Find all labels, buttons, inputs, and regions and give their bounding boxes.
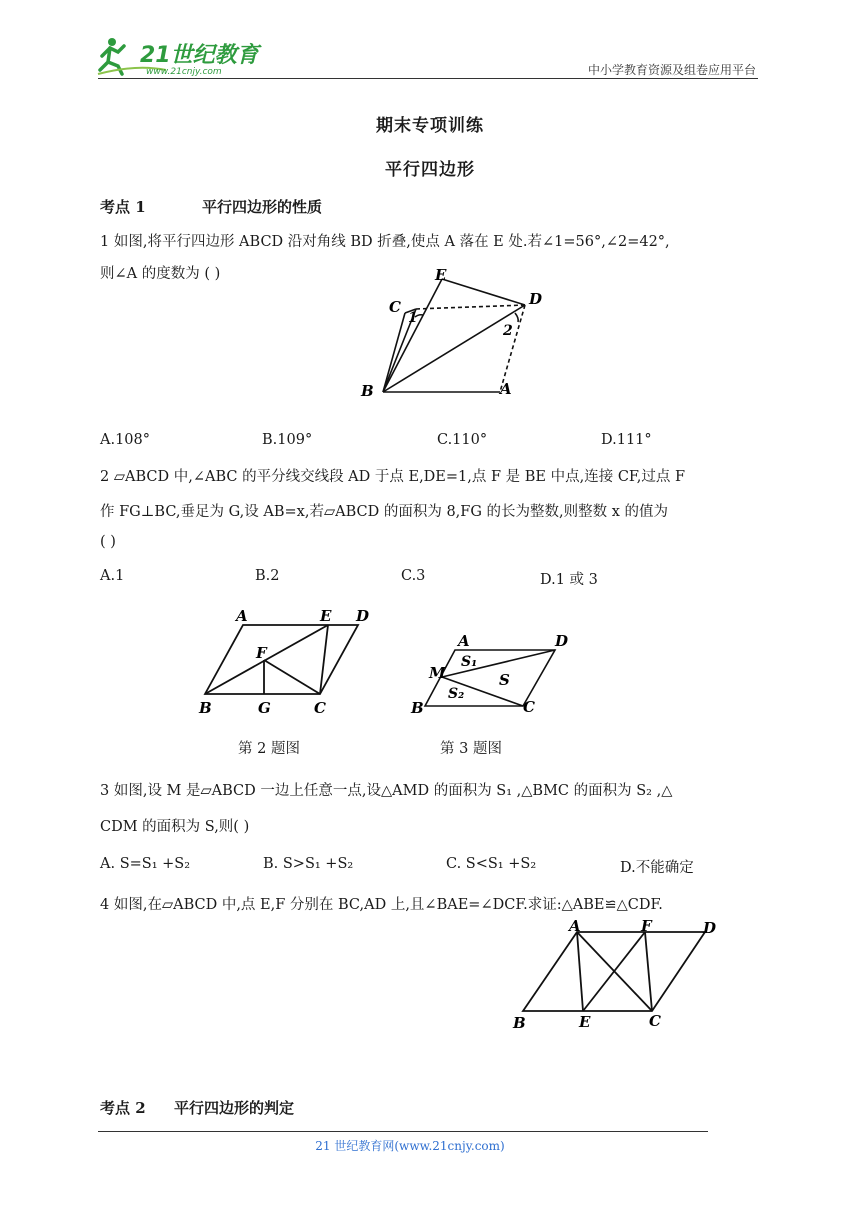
q2-option-a: A.1: [100, 568, 125, 584]
q2-option-d: D.1 或 3: [540, 572, 598, 588]
fig2-label-a: A: [236, 607, 248, 625]
q3-option-d: D.不能确定: [620, 860, 694, 876]
footer-divider: [98, 1131, 708, 1132]
section-heading-1: [100, 196, 322, 217]
fig3-label-b: B: [411, 699, 424, 717]
figure-2-caption: 第 2 题图: [238, 741, 300, 757]
fig4-label-d: D: [703, 919, 717, 937]
question-2-line-2: 作 FG⊥BC,垂足为 G,设 AB=x,若▱ABCD 的面积为 8,FG 的长为整数,则整数 x 的值为: [100, 504, 669, 520]
question-1-line-1: 1 如图,将平行四边形 ABCD 沿对角线 BD 折叠,使点 A 落在 E 处.若∠1=56°,∠2=42°,: [100, 234, 670, 250]
figure-1: [355, 265, 555, 405]
fig2-label-c: C: [314, 699, 326, 717]
section-label: 考点 1: [100, 198, 146, 216]
header-platform-text: 中小学教育资源及组卷应用平台: [587, 63, 756, 77]
fig4-label-c: C: [649, 1012, 661, 1030]
question-2-line-3: ( ): [100, 534, 116, 550]
fig1-label-c: C: [389, 298, 401, 316]
fig4-label-b: B: [513, 1014, 526, 1032]
q2-option-c: C.3: [401, 568, 426, 584]
site-logo: [96, 34, 266, 80]
fig1-angle-2: 2: [503, 323, 513, 339]
fig2-label-f: F: [256, 644, 267, 662]
fig3-label-s: S: [499, 671, 510, 689]
figure-2: [190, 600, 380, 725]
page-subtitle: 平行四边形: [385, 160, 475, 180]
figure-3-caption: 第 3 题图: [440, 741, 502, 757]
fig4-label-f: F: [641, 917, 652, 935]
figure-3: [405, 625, 580, 725]
fig3-label-s2: S₂: [448, 686, 465, 702]
fig4-label-a: A: [569, 917, 581, 935]
fig3-label-d: D: [555, 632, 569, 650]
q2-option-b: B.2: [255, 568, 280, 584]
fig3-label-s1: S₁: [461, 654, 478, 670]
header-divider: [98, 78, 758, 79]
fig1-label-a: A: [500, 380, 512, 398]
question-3-line-2: CDM 的面积为 S,则( ): [100, 819, 250, 835]
q3-option-a: A. S=S₁ +S₂: [100, 856, 191, 872]
logo-text: 21世纪教育: [140, 43, 259, 68]
fig1-angle-1: 1: [408, 310, 418, 326]
q3-option-c: C. S<S₁ +S₂: [446, 856, 537, 872]
question-4-line-1: 4 如图,在▱ABCD 中,点 E,F 分别在 BC,AD 上,且∠BAE=∠DCF.求证:△ABE≌△CDF.: [100, 897, 663, 913]
section-label: 考点 2: [100, 1099, 146, 1117]
section-name: 平行四边形的判定: [174, 1099, 295, 1117]
q1-option-c: C.110°: [437, 432, 488, 448]
fig2-label-d: D: [356, 607, 370, 625]
section-heading-2: [100, 1097, 294, 1118]
page-title: 期末专项训练: [376, 116, 484, 136]
fig2-label-b: B: [199, 699, 212, 717]
fig2-label-e: E: [320, 607, 332, 625]
section-name: 平行四边形的性质: [202, 198, 323, 216]
q1-option-a: A.108°: [100, 432, 151, 448]
fig3-label-a: A: [458, 632, 470, 650]
question-1-line-2: 则∠A 的度数为 ( ): [100, 266, 221, 282]
question-2-line-1: 2 ▱ABCD 中,∠ABC 的平分线交线段 AD 于点 E,DE=1,点 F 是 BE 中点,连接 CF,过点 F: [100, 469, 686, 485]
fig1-label-b: B: [361, 382, 374, 400]
q1-option-d: D.111°: [601, 432, 652, 448]
footer-link[interactable]: 21 世纪教育网(www.21cnjy.com): [315, 1139, 505, 1153]
q1-option-b: B.109°: [262, 432, 313, 448]
fig4-label-e: E: [579, 1013, 591, 1031]
question-3-line-1: 3 如图,设 M 是▱ABCD 一边上任意一点,设△AMD 的面积为 S₁ ,△BMC 的面积为 S₂ ,△: [100, 783, 673, 799]
figure-4: [505, 915, 730, 1035]
fig1-label-e: E: [435, 266, 447, 284]
fig1-label-d: D: [529, 290, 543, 308]
fig3-label-m: M: [429, 664, 446, 682]
fig3-label-c: C: [523, 698, 535, 716]
logo-url: www.21cnjy.com: [146, 67, 222, 77]
fig2-label-g: G: [258, 699, 271, 717]
q3-option-b: B. S>S₁ +S₂: [263, 856, 354, 872]
